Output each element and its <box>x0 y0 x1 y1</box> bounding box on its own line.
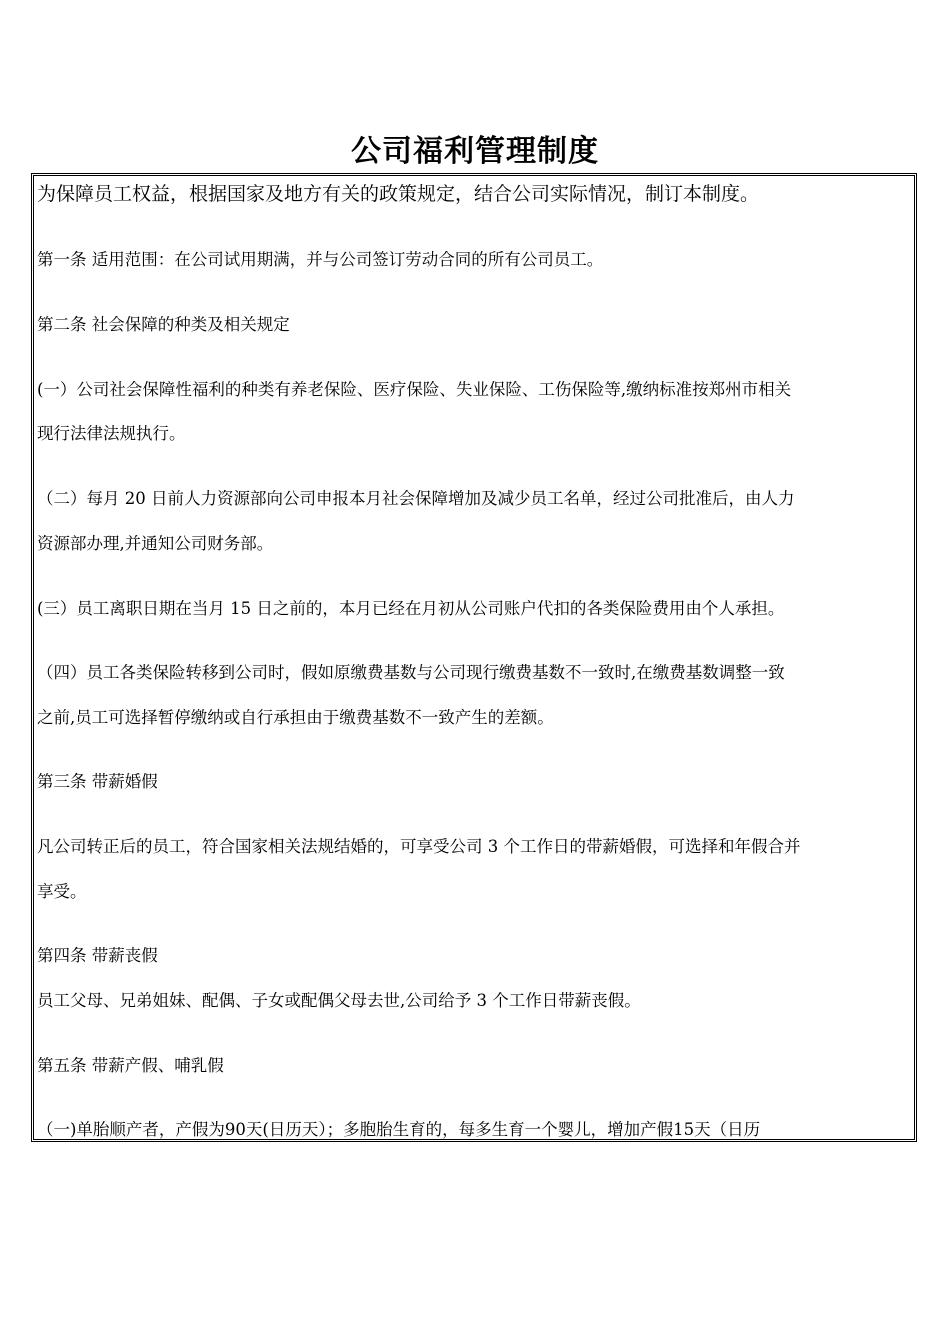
article-2-heading: 第二条 社会保障的种类及相关规定 <box>37 315 290 334</box>
article-2-item-4-line-2: 之前,员工可选择暂停缴纳或自行承担由于缴费基数不一致产生的差额。 <box>37 708 554 727</box>
article-3-body-line-2: 享受。 <box>37 882 87 901</box>
article-5-item-1-line-1: （一)单胎顺产者，产假为90天(日历天）；多胞胎生育的，每多生育一个婴儿，增加产假15天（日历 <box>37 1120 761 1139</box>
article-5-heading: 第五条 带薪产假、哺乳假 <box>37 1056 224 1075</box>
article-2-item-3: (三）员工离职日期在当月 15 日之前的，本月已经在月初从公司账户代扣的各类保险费用由个人承担。 <box>37 599 785 618</box>
document-frame <box>31 173 917 1142</box>
article-2-item-2-line-2: 资源部办理,并通知公司财务部。 <box>37 534 274 553</box>
article-1-scope: 第一条 适用范围：在公司试用期满，并与公司签订劳动合同的所有公司员工。 <box>37 250 604 269</box>
article-2-item-2-line-1: （二）每月 20 日前人力资源部向公司申报本月社会保障增加及减少员工名单，经过公司批准后，由人力 <box>37 489 795 508</box>
article-2-item-4-line-1: （四）员工各类保险转移到公司时，假如原缴费基数与公司现行缴费基数不一致时,在缴费基数调整一致 <box>37 663 785 682</box>
article-4-heading: 第四条 带薪丧假 <box>37 946 158 965</box>
article-4-body: 员工父母、兄弟姐妹、配偶、子女或配偶父母去世,公司给予 3 个工作日带薪丧假。 <box>37 991 641 1010</box>
article-3-heading: 第三条 带薪婚假 <box>37 772 158 791</box>
article-3-body-line-1: 凡公司转正后的员工，符合国家相关法规结婚的，可享受公司 3 个工作日的带薪婚假，可选择和年假合并 <box>37 837 801 856</box>
document-title: 公司福利管理制度 <box>351 134 599 169</box>
article-2-item-1-line-2: 现行法律法规执行。 <box>37 424 186 443</box>
intro-paragraph: 为保障员工权益，根据国家及地方有关的政策规定，结合公司实际情况，制订本制度。 <box>37 183 760 205</box>
article-2-item-1-line-1: (一）公司社会保障性福利的种类有养老保险、医疗保险、失业保险、工伤保险等,缴纳标准按郑州市相关 <box>37 380 792 399</box>
